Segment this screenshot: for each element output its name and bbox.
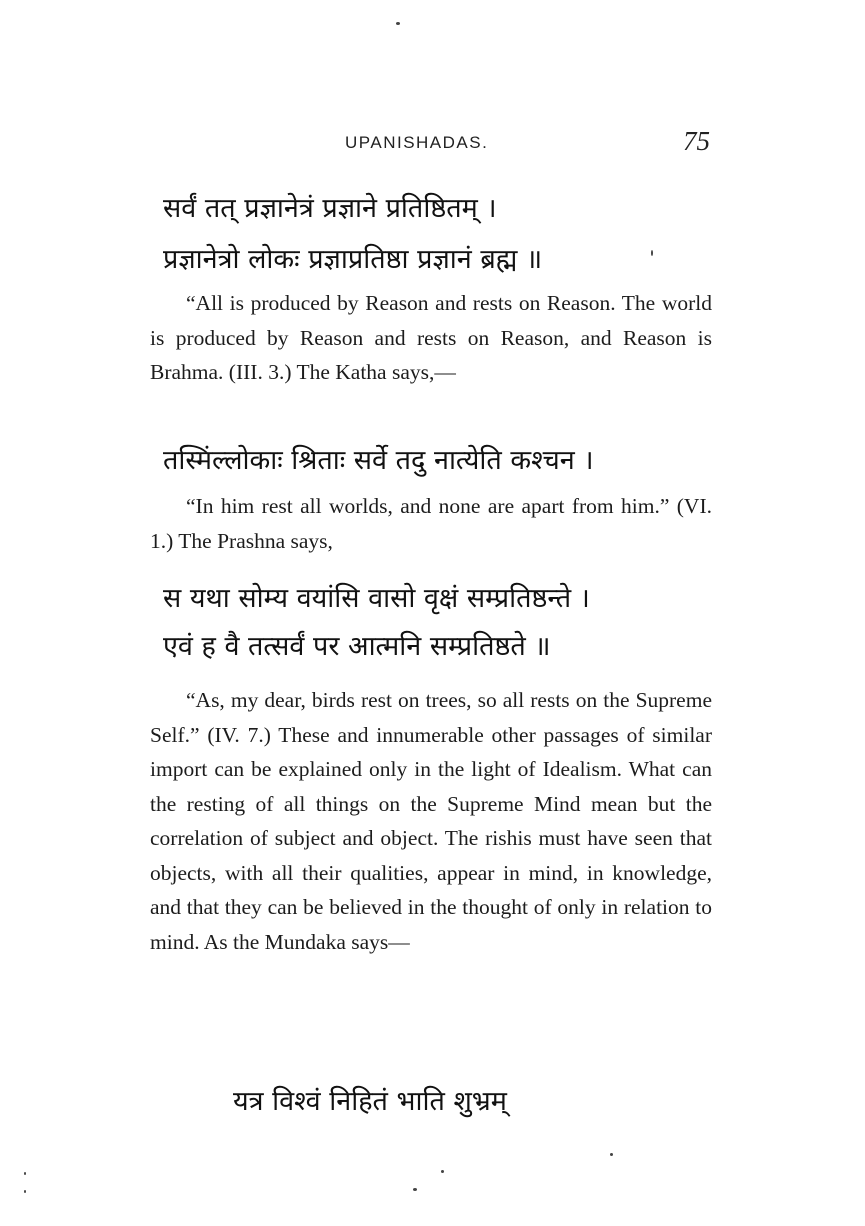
page-number: 75 (683, 126, 710, 156)
scan-speck (610, 1153, 613, 1156)
sanskrit-verse-line: तस्मिंल्लोकाः श्रिताः सर्वे तदु नात्येति कश्चन । (163, 445, 594, 476)
scan-speck (396, 22, 400, 25)
paragraph: “All is produced by Reason and rests on Reason. The world is produced by Reason and rests on Reason, and Reason is Brahma. (III. 3.) The Katha says,— (150, 291, 712, 384)
scan-speck (441, 1170, 444, 1173)
scan-speck (413, 1188, 417, 1191)
running-head: UPANISHADAS. (345, 133, 489, 152)
scan-speck (651, 250, 653, 256)
sanskrit-verse-line: एवं ह वै तत्सर्वं पर आत्मनि सम्प्रतिष्ठते ॥ (163, 631, 551, 662)
scan-speck (24, 1172, 26, 1175)
scan-speck (24, 1190, 26, 1193)
sanskrit-verse-line: यत्र विश्वं निहितं भाति शुभ्रम् (233, 1086, 507, 1117)
sanskrit-verse-line: प्रज्ञानेत्रो लोकः प्रज्ञाप्रतिष्ठा प्रज्ञानं ब्रह्म ॥ (163, 244, 543, 275)
sanskrit-verse-line: स यथा सोम्य वयांसि वासो वृक्षं सम्प्रतिष्ठन्ते । (163, 583, 590, 614)
paragraph: “In him rest all worlds, and none are apart from him.” (VI. 1.) The Prashna says, (150, 494, 712, 553)
paragraph: “As, my dear, birds rest on trees, so all rests on the Supreme Self.” (IV. 7.) These and innumerable other passages of similar import can be explained only in the light of Idealism. What can the resting of all things on the Supreme Mind mean but the correlation of subject and object. The rishis must have seen that objects, with all their qualities, appear in mind, in knowledge, and that they can be believed in the thought of only in relation to mind. As the Mundaka says— (150, 688, 712, 954)
sanskrit-verse-line: सर्वं तत् प्रज्ञानेत्रं प्रज्ञाने प्रतिष्ठितम् । (163, 193, 497, 224)
